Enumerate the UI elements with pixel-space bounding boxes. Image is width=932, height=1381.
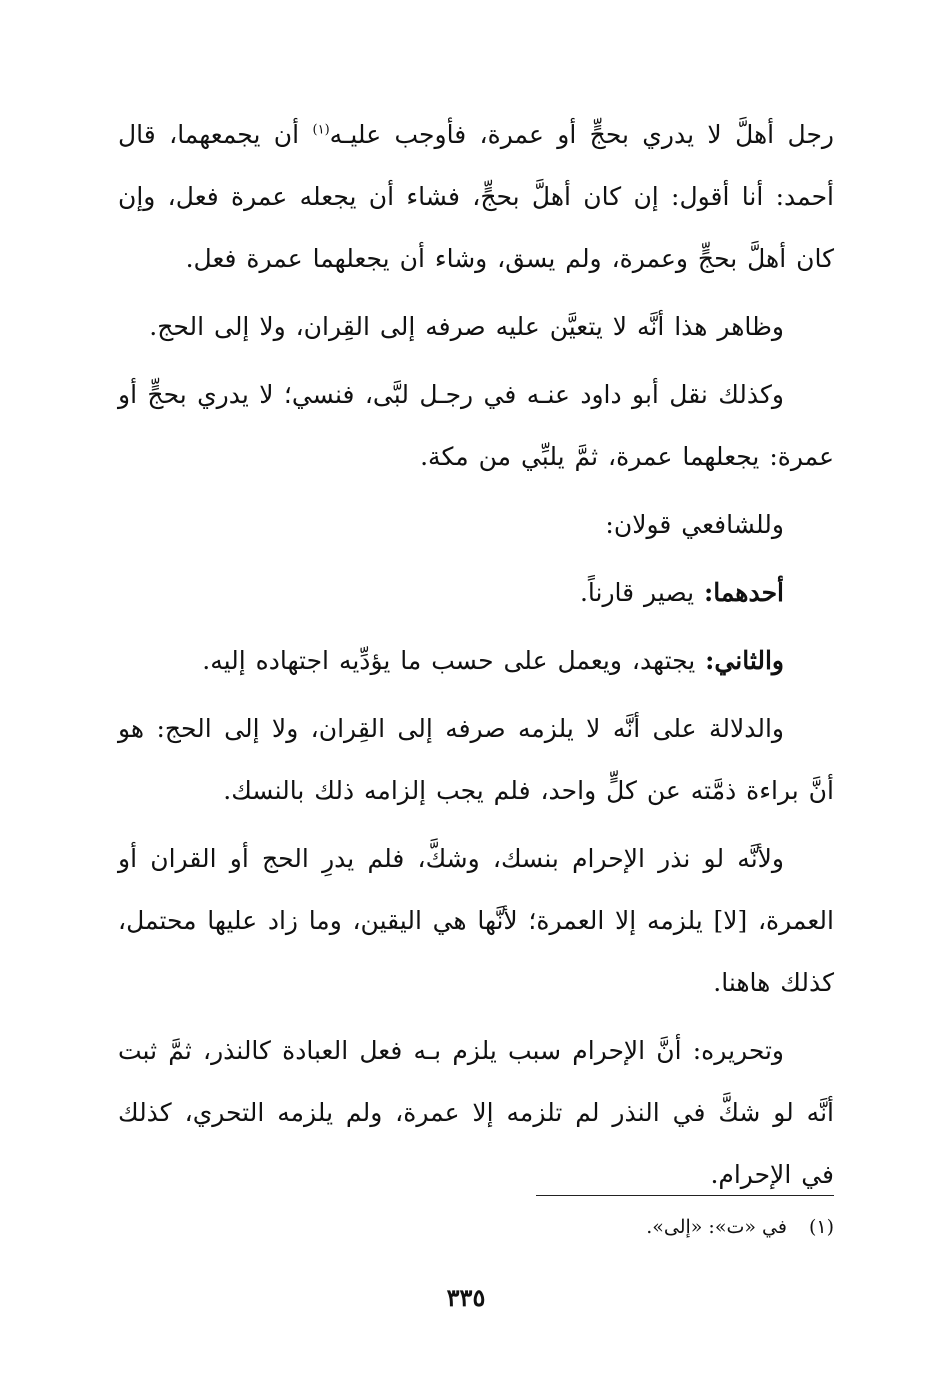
footnote-marker: (١) [312, 122, 330, 138]
first-opinion-label: أحدهما: [703, 578, 784, 607]
paragraph-8: ولأنَّه لو نذر الإحرام بنسك، وشكَّ، فلم يدرِ الحج أو القران أو العمرة، [لا] يلزمه إلا العمرة؛ لأنَّها هي اليقين، وما زاد عليها محتمل، كذلك هاهنا. [118, 844, 834, 997]
footnote-text: في «ت»: «إلى». [646, 1216, 787, 1238]
page-number: ٣٣٥ [446, 1283, 486, 1312]
second-opinion-label: والثاني: [705, 646, 784, 675]
footnote-divider [536, 1195, 834, 1196]
main-text [118, 104, 834, 1212]
paragraph-9: وتحريره: أنَّ الإحرام سبب يلزم بـه فعل العبادة كالنذر، ثمَّ ثبت أنَّه لو شكَّ في النذر لم تلزمه إلا عمرة، ولم يلزمه التحري، كذلك في الإحرام. [118, 1036, 834, 1189]
paragraph-2: وظاهر هذا أنَّه لا يتعيَّن عليه صرفه إلى القِران، ولا إلى الحج. [149, 312, 784, 341]
footnote [234, 1212, 834, 1242]
paragraph-1: رجل أهلَّ لا يدري بحجٍّ أو عمرة، فأوجب عليـه$^{(١)}$ أن يجمعهما، قال أحمد: أنا أقول: إن كان أهلَّ بحجٍّ، فشاء أن يجعله عمرة فعل، وإن كان أهلَّ بحجٍّ وعمرة، ولم يسق، وشاء أن يجعلهما عمرة فعل. [118, 120, 834, 273]
paragraph-3: وكذلك نقل أبو داود عنـه في رجـل لبَّى، فنسي؛ لا يدري بحجٍّ أو عمرة: يجعلهما عمرة، ثمَّ يلبِّي من مكة. [118, 380, 834, 471]
paragraph-7: والدلالة على أنَّه لا يلزمه صرفه إلى القِران، ولا إلى الحج: هو أنَّ براءة ذمَّته عن كلٍّ واحد، فلم يجب إلزامه ذلك بالنسك. [118, 714, 834, 805]
paragraph-5: أحدهما: يصير قارناً. [579, 578, 784, 607]
footnote-number: (١) [808, 1216, 834, 1238]
paragraph-4: وللشافعي قولان: [605, 510, 784, 539]
paragraph-6: والثاني: يجتهد، ويعمل على حسب ما يؤدِّيه اجتهاده إليه. [202, 646, 784, 675]
